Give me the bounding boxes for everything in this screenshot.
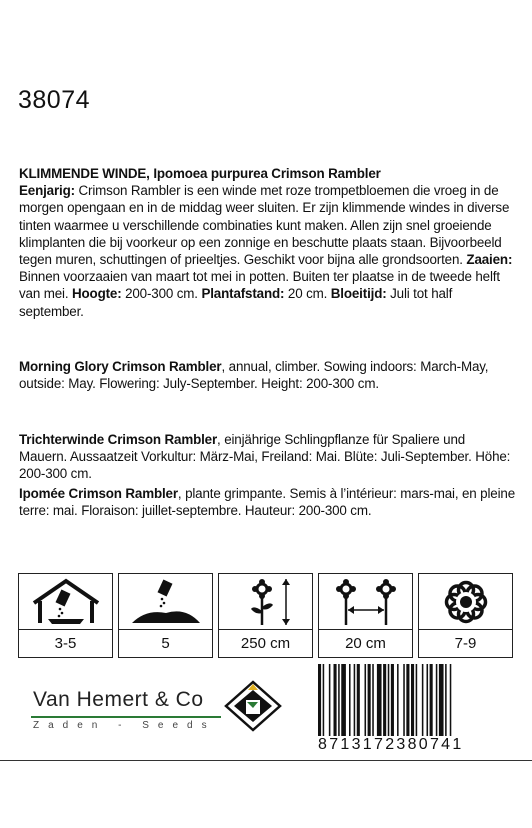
plant-height-box bbox=[218, 573, 313, 658]
barcode-bar bbox=[354, 664, 356, 736]
french-name: Ipomée Crimson Rambler bbox=[19, 486, 178, 501]
brand-logo-icon bbox=[220, 680, 286, 732]
brand-underline bbox=[31, 716, 221, 718]
german-description bbox=[19, 431, 515, 483]
english-name: Morning Glory Crimson Rambler bbox=[19, 359, 222, 374]
german-body: , einjährige Schlingpflanze für Spaliere und Mauern. Aussaatzeit Vorkultur: März-Mai, Freiland: Mai. Blüte: Juli-September. Höhe: 200-300 cm. bbox=[19, 432, 511, 482]
flowering-value: Juli tot half september. bbox=[19, 286, 453, 319]
plant-height-label: 250 cm bbox=[240, 635, 291, 652]
english-description bbox=[19, 358, 515, 392]
english-body: , annual, climber. Sowing indoors: March-May, outside: May. Flowering: July-September. Height: 200-300 cm. bbox=[19, 359, 489, 392]
outdoor-sowing-label: 5 bbox=[161, 635, 170, 652]
french-body: , plante grimpante. Semis à l’intérieur: mars-mai, en pleine terre: mai. Floraison: juillet-septembre. Hauteur: 200-300 cm. bbox=[19, 486, 515, 519]
barcode-bar bbox=[391, 664, 394, 736]
product-code: 38074 bbox=[18, 86, 91, 114]
height-value: 200-300 cm. bbox=[121, 286, 202, 302]
dutch-description bbox=[19, 165, 515, 320]
brand-name: Van Hemert & Co bbox=[33, 688, 204, 711]
outdoor-sowing-icon bbox=[126, 577, 206, 627]
barcode-bar bbox=[397, 664, 399, 736]
barcode-bar bbox=[416, 664, 418, 736]
plant-spacing-box bbox=[318, 573, 413, 658]
barcode-bar bbox=[450, 664, 452, 736]
plant-spacing-icon bbox=[326, 577, 406, 627]
barcode-bar bbox=[365, 664, 367, 736]
label-flowering: Bloeitijd: bbox=[330, 286, 387, 302]
barcode-bar bbox=[403, 664, 405, 736]
cultivation-icons bbox=[18, 573, 513, 658]
barcode-bar bbox=[439, 664, 444, 736]
plant-height-icon bbox=[226, 577, 306, 627]
barcode-bar bbox=[368, 664, 371, 736]
barcode-bar bbox=[334, 664, 337, 736]
indoor-sowing-box bbox=[18, 573, 113, 658]
indoor-sowing-icon bbox=[26, 577, 106, 627]
barcode-bar bbox=[445, 664, 447, 736]
label-sowing: Zaaien: bbox=[466, 252, 513, 268]
dutch-body-1: Crimson Rambler is een winde met roze trompetbloemen die vroeg in de morgen opengaan en in de middag weer sluiten. Er zijn klimmende windes in diverse tinten waarmee u verschillende combinaties kunt maken. Allen zijn snel groeiende klimplanten die bij voorkeur op een zonnige en beschutte plaats staan. Bijvoorbeeld tegen muren, schuttingen of prieeltjes. Geschikt voor bijna alle grondsoorten. bbox=[19, 183, 510, 268]
barcode-number: 8713172380741 bbox=[318, 736, 464, 753]
barcode-bar bbox=[372, 664, 374, 736]
barcode-bar bbox=[349, 664, 351, 736]
outdoor-sowing-box bbox=[118, 573, 213, 658]
barcode-bar bbox=[383, 664, 386, 736]
flowering-label: 7-9 bbox=[454, 635, 477, 652]
indoor-sowing-label: 3-5 bbox=[54, 635, 77, 652]
barcode-bar bbox=[427, 664, 429, 736]
label-annual: Eenjarig: bbox=[19, 183, 75, 199]
flowering-box bbox=[418, 573, 513, 658]
bottom-divider bbox=[0, 760, 532, 761]
barcode-bar bbox=[323, 664, 325, 736]
brand-tagline: Zaden - Seeds bbox=[33, 720, 216, 731]
barcode-bar bbox=[329, 664, 331, 736]
barcode-bar bbox=[357, 664, 360, 736]
label-height: Hoogte: bbox=[71, 286, 122, 302]
barcode bbox=[318, 664, 518, 736]
french-description bbox=[19, 485, 515, 519]
spacing-value: 20 cm. bbox=[284, 286, 331, 302]
barcode-bar bbox=[436, 664, 438, 736]
barcode-bar bbox=[341, 664, 346, 736]
barcode-bar bbox=[318, 664, 321, 736]
barcode-bar bbox=[377, 664, 382, 736]
flowering-icon bbox=[426, 577, 506, 627]
label-spacing: Plantafstand: bbox=[201, 286, 285, 302]
german-name: Trichterwinde Crimson Rambler bbox=[19, 432, 218, 447]
barcode-bar bbox=[422, 664, 424, 736]
barcode-bar bbox=[430, 664, 433, 736]
dutch-title: KLIMMENDE WINDE, Ipomoea purpurea Crimson Rambler bbox=[19, 166, 381, 181]
barcode-bar bbox=[338, 664, 340, 736]
dutch-body-2: Binnen voorzaaien van maart tot mei in potten. Buiten ter plaatse in de tweede helft van mei. bbox=[19, 269, 500, 302]
barcode-bar bbox=[406, 664, 409, 736]
barcode-bar bbox=[411, 664, 414, 736]
plant-spacing-label: 20 cm bbox=[345, 635, 386, 652]
barcode-bar bbox=[388, 664, 390, 736]
